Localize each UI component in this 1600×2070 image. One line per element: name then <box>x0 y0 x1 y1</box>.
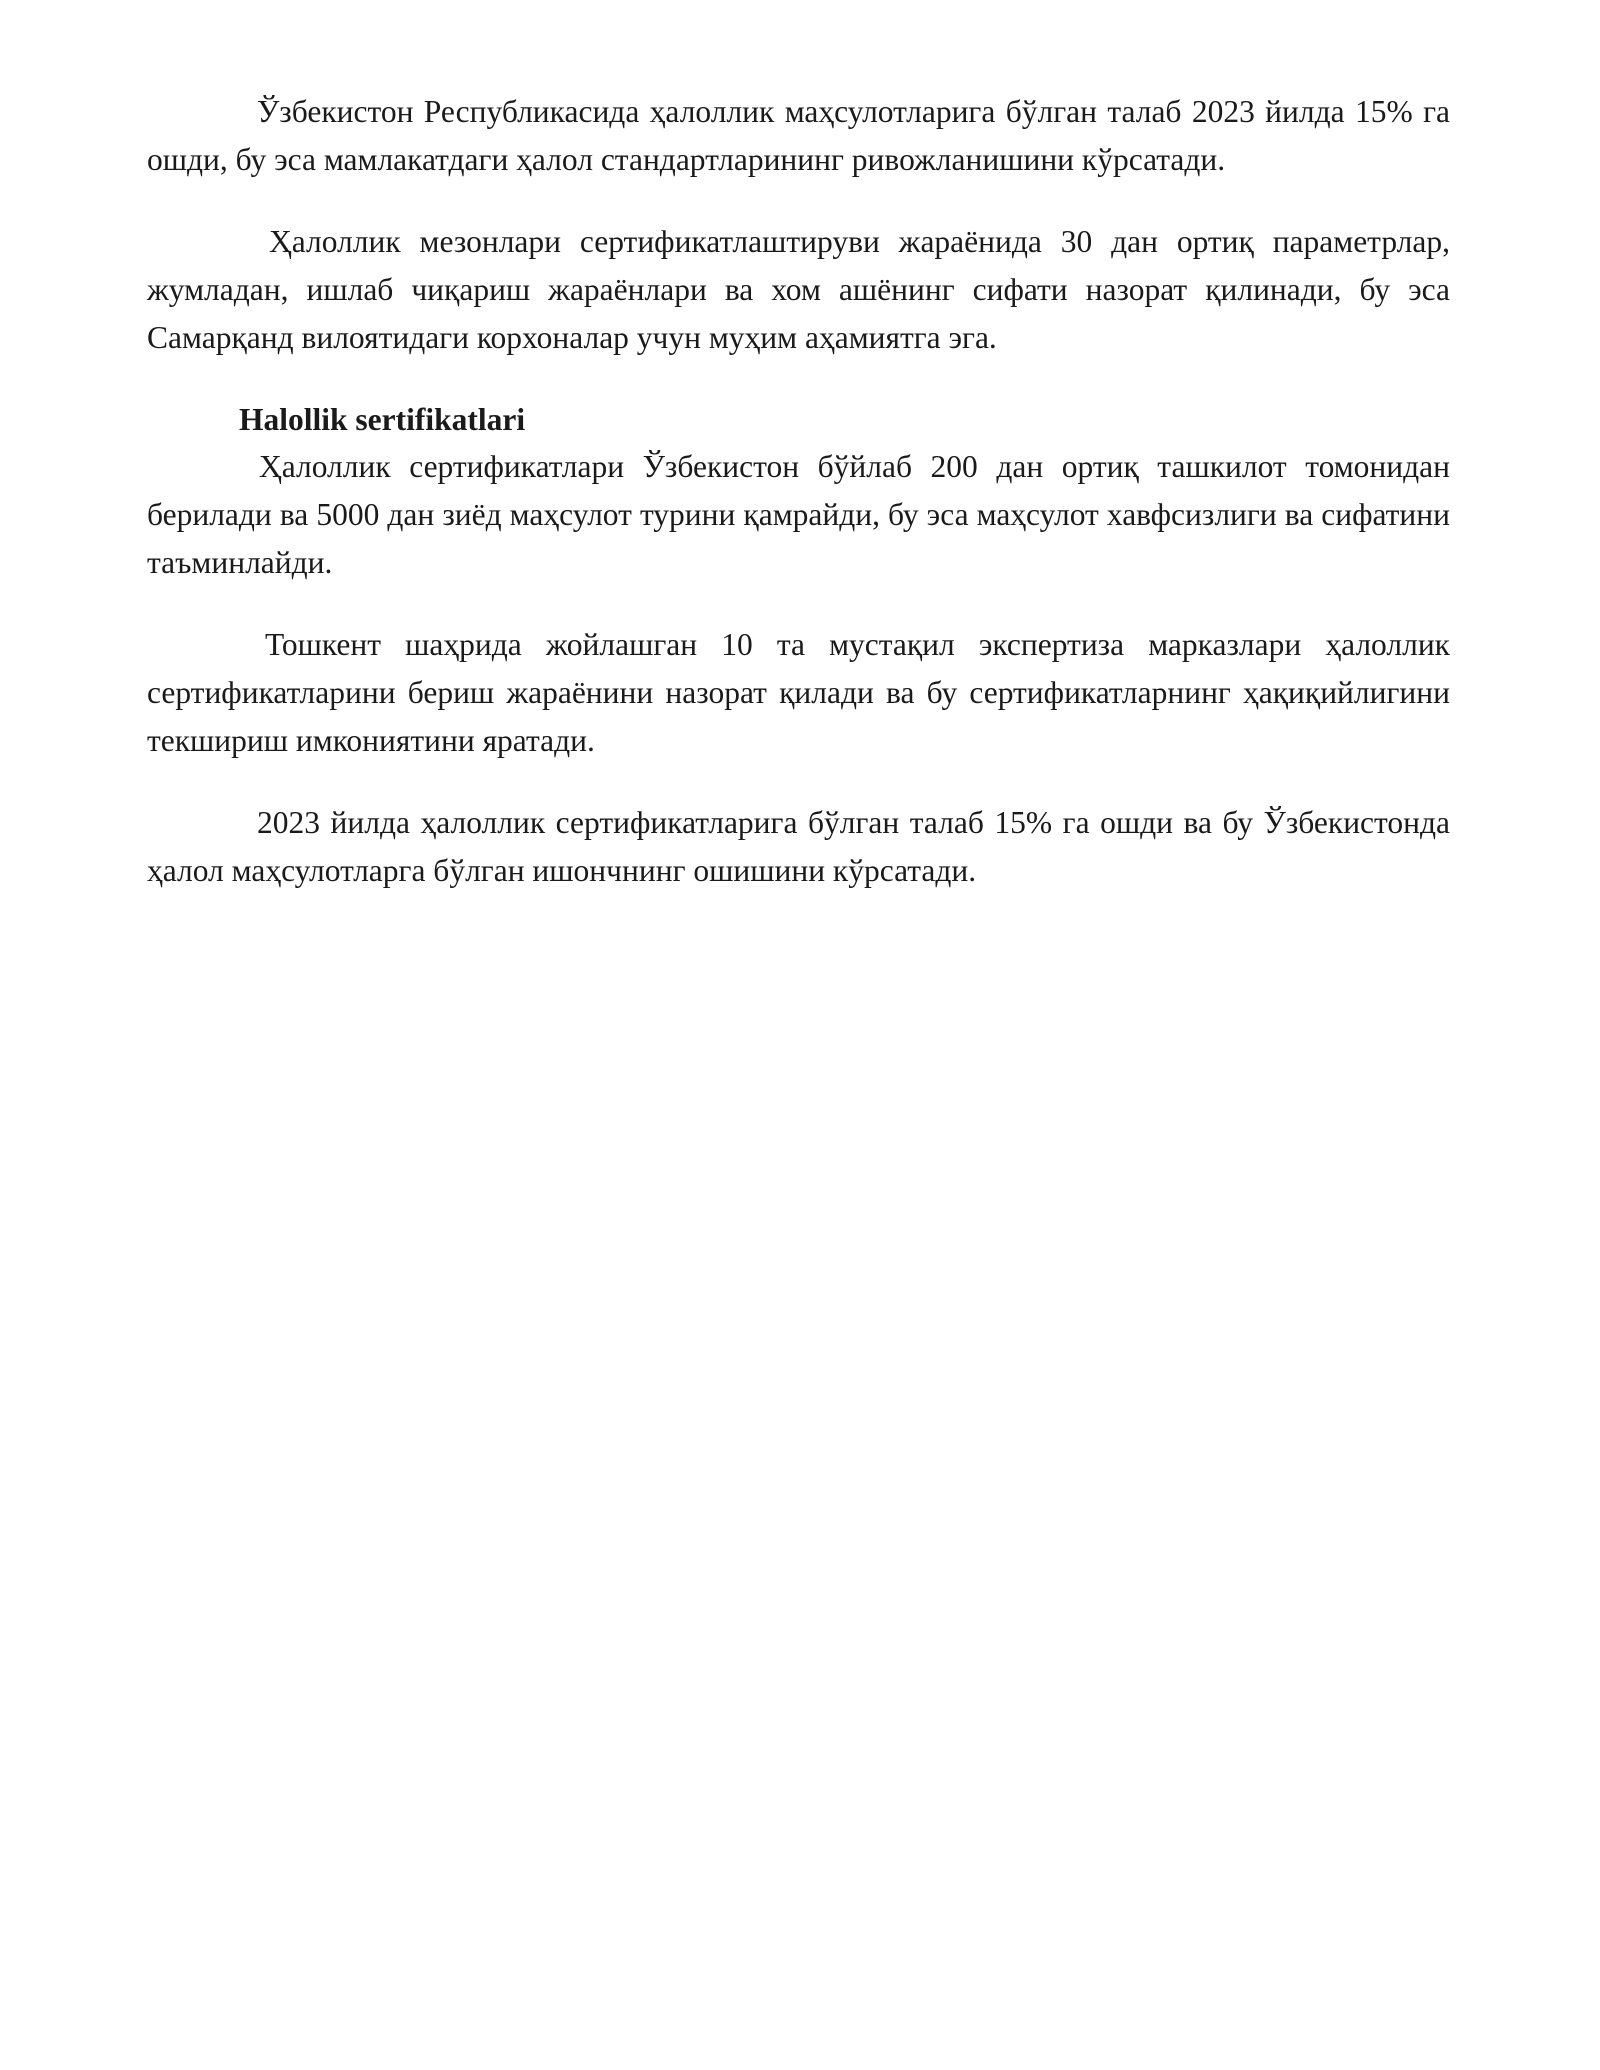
document-page <box>147 88 1450 895</box>
paragraph: 2023 йилда ҳалоллик сертификатларига бўлган талаб 15% га ошди ва бу Ўзбекистонда ҳалол маҳсулотларга бўлган ишончнинг ошишини кўрсатади. <box>147 805 1450 888</box>
paragraph: Тошкент шаҳрида жойлашган 10 та мустақил экспертиза марказлари ҳалоллик сертификатларини бериш жараёнини назорат қилади ва бу сертификатларнинг ҳақиқийлигини текшириш имкониятини яратади. <box>147 627 1450 758</box>
paragraph: Ҳалоллик мезонлари сертификатлаштируви жараёнида 30 дан ортиқ параметрлар, жумладан, ишлаб чиқариш жараёнлари ва хом ашёнинг сифати назорат қилинади, бу эса Самарқанд вилоятидаги корхоналар учун муҳим аҳамиятга эга. <box>147 224 1450 355</box>
section-heading: Halollik sertifikatlari <box>239 402 526 437</box>
paragraph: Ҳалоллик сертификатлари Ўзбекистон бўйлаб 200 дан ортиқ ташкилот томонидан берилади ва 5000 дан зиёд маҳсулот турини қамрайди, бу эса маҳсулот хавфсизлиги ва сифатини таъминлайди. <box>147 449 1450 580</box>
paragraph: Ўзбекистон Республикасида ҳалоллик маҳсулотларига бўлган талаб 2023 йилда 15% га ошди, бу эса мамлакатдаги ҳалол стандартларининг ривожланишини кўрсатади. <box>147 94 1450 177</box>
